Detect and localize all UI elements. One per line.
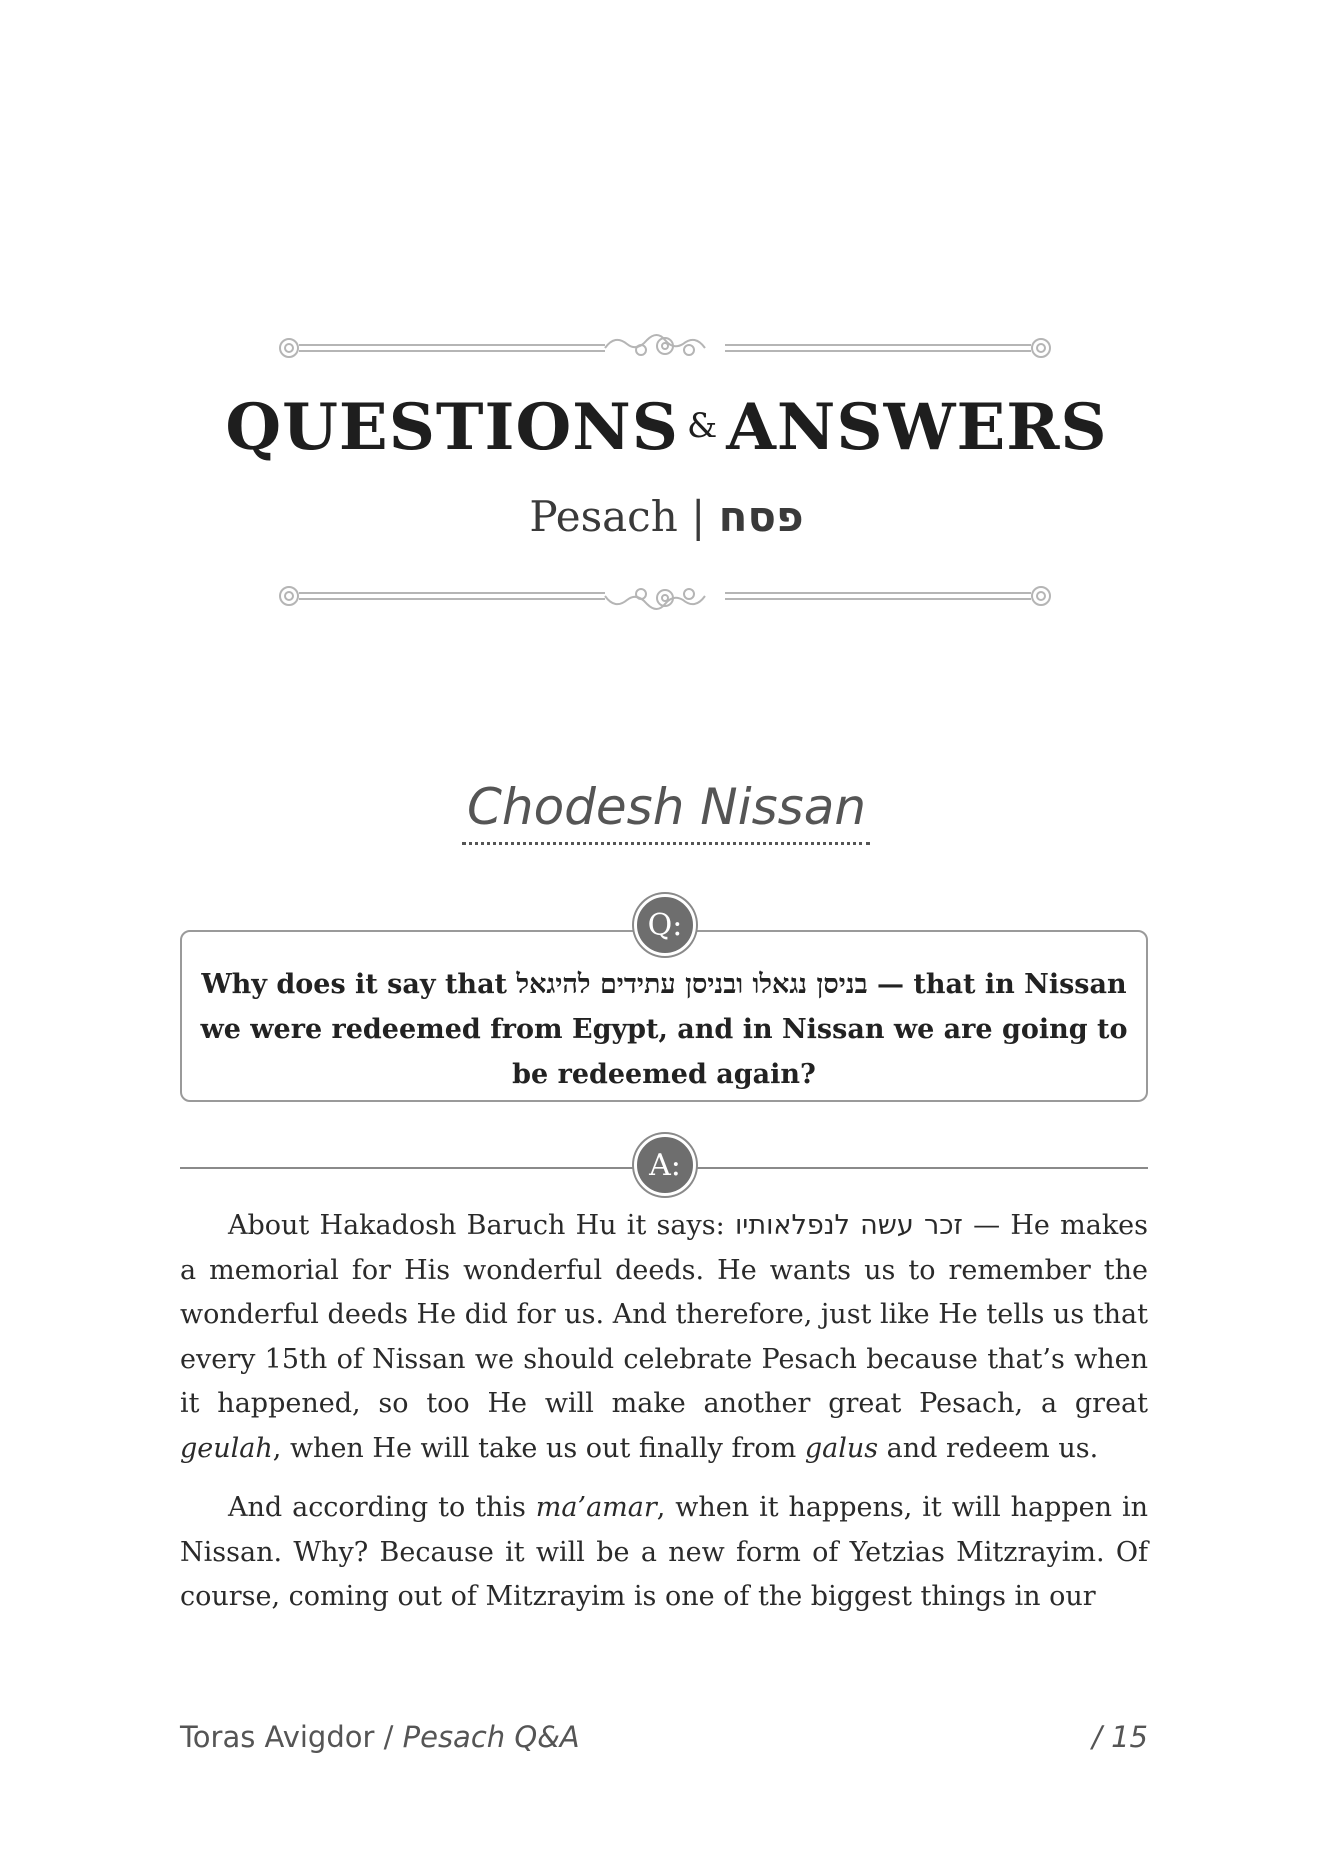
answer-paragraph-2 <box>180 1486 1148 1620</box>
subtitle-english: Pesach <box>529 492 678 541</box>
p1-text-c: , when He will take us out finally from <box>272 1432 805 1464</box>
p1-text-a: About Hakadosh Baruch Hu it says: <box>228 1210 735 1241</box>
p2-text-a: And according to this <box>228 1492 536 1523</box>
p2-text-b: , when it happens, it will happen in Nissan. Why? Because it will be a new form of Yetzias Mitzrayim. Of course, coming out of Mitzrayim is one of the biggest things in our <box>180 1492 1148 1612</box>
p1-italic-geulah: geulah <box>180 1432 273 1464</box>
footer-book-subtitle: Pesach Q&A <box>402 1720 580 1754</box>
title-questions: QUESTIONS <box>225 390 679 465</box>
p1-text-d: and redeem us. <box>878 1432 1099 1464</box>
title-ampersand: & <box>686 406 719 446</box>
question-text-end: — that in Nissan we were redeemed from Egypt, and in Nissan we are going to be redeemed again? <box>200 969 1128 1090</box>
question-hebrew: בניסן נגאלו ובניסן עתידים להיגאל <box>516 969 868 1000</box>
subtitle-hebrew: פסח <box>718 492 804 541</box>
page-number: / 15 <box>1092 1720 1148 1754</box>
subtitle <box>0 492 1333 541</box>
section-underline <box>462 842 870 845</box>
footer-book-name: Toras Avigdor / <box>180 1720 403 1754</box>
answer-badge: A: <box>634 1134 696 1196</box>
top-ornament <box>275 328 1055 368</box>
section-title: Chodesh Nissan <box>466 778 867 836</box>
p1-italic-galus: galus <box>804 1432 879 1464</box>
question-badge: Q: <box>634 894 696 956</box>
bottom-ornament <box>275 576 1055 616</box>
p1-hebrew: זכר עשה לנפלאותיו <box>734 1210 963 1241</box>
p2-italic-maamar: ma’amar <box>535 1492 657 1523</box>
answer-paragraph-1 <box>180 1204 1148 1471</box>
page-title <box>0 390 1333 465</box>
title-answers: ANSWERS <box>726 390 1108 465</box>
footer-book-title <box>180 1720 580 1754</box>
p1-text-b: — He makes a memorial for His wonderful deeds. He wants us to remember the wonderful deeds He did for us. And therefore, just like He tells us that every 15th of Nissan we should celebrate Pesach because that’s when it happened, so too He will make another great Pesach, a great <box>180 1210 1149 1419</box>
subtitle-separator: | <box>691 492 706 541</box>
question-text <box>200 962 1128 1097</box>
question-text-start: Why does it say that <box>201 969 517 1000</box>
